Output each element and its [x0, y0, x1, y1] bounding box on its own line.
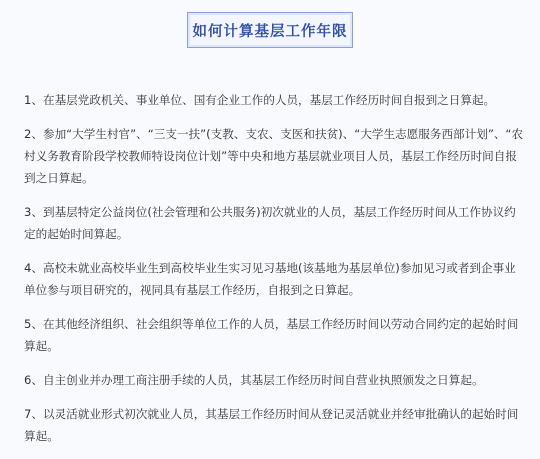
title-box: [187, 12, 353, 48]
list-item: 7、以灵活就业形式初次就业人员，其基层工作经历时间从登记灵活就业并经审批确认的起始时间算起。: [24, 406, 519, 443]
title-container: [0, 12, 540, 48]
page-title: 如何计算基层工作年限: [192, 23, 348, 40]
item-list: [24, 77, 526, 459]
list-item: 1、在基层党政机关、事业单位、国有企业工作的人员，基层工作经历时间自报到之日算起。: [24, 92, 496, 107]
list-item: 3、到基层特定公益岗位(社会管理和公共服务)初次就业的人员，基层工作经历时间从工作协议约定的起始时间算起。: [24, 204, 516, 241]
list-item: 5、在其他经济组织、社会组织等单位工作的人员，基层工作经历时间以劳动合同约定的起始时间算起。: [24, 316, 519, 353]
list-item: 6、自主创业并办理工商注册手续的人员，其基层工作经历时间自营业执照颁发之日算起。: [24, 372, 484, 387]
list-item: 2、参加“大学生村官”、“三支一扶”(支教、支农、支医和扶贫)、“大学生志愿服务西部计划”、“农村义务教育阶段学校教师特设岗位计划”等中央和地方基层就业项目人员，基层工作经历时间自报到之日算起。: [24, 126, 524, 185]
list-item: 4、高校未就业高校毕业生到高校毕业生实习见习基地(该基地为基层单位)参加见习或者到企事业单位参与项目研究的，视同具有基层工作经历，自报到之日算起。: [24, 260, 516, 297]
